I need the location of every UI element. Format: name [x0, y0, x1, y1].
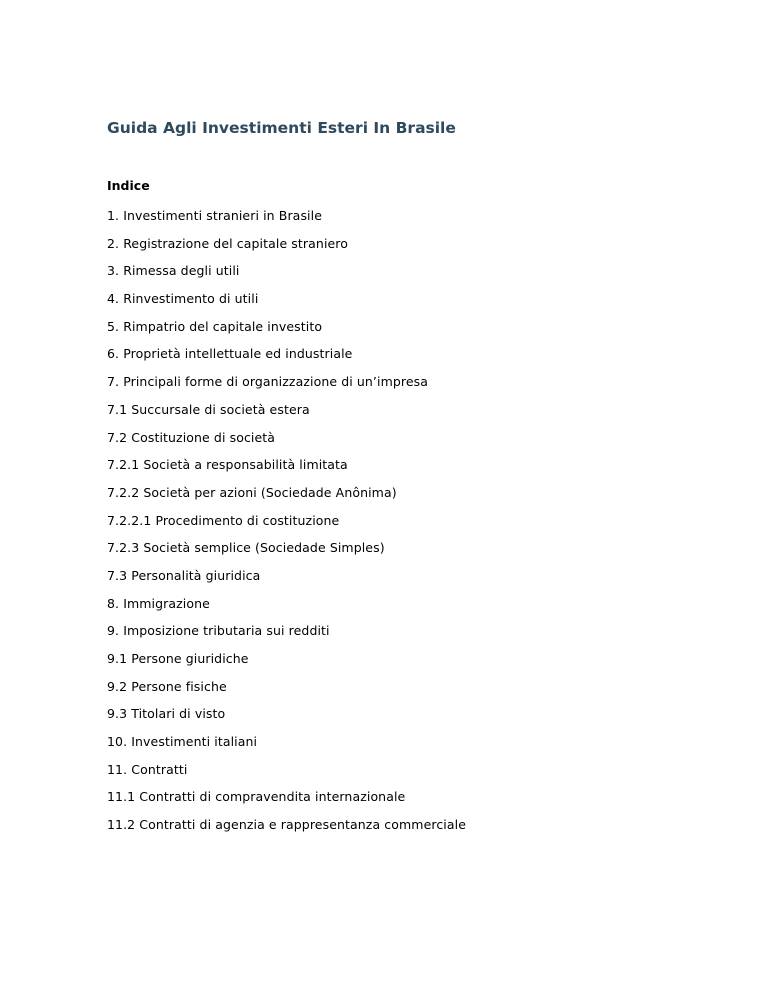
toc-item: 9.3 Titolari di visto: [107, 706, 226, 722]
toc-item: 7.2 Costituzione di società: [107, 429, 276, 445]
toc-item: 7. Principali forme di organizzazione di un’impresa: [107, 374, 429, 390]
toc-item: 11.2 Contratti di agenzia e rappresentanza commerciale: [107, 817, 466, 833]
toc-item: 7.2.3 Società semplice (Sociedade Simples): [107, 540, 385, 556]
toc-item: 4. Rinvestimento di utili: [107, 291, 259, 307]
page-title: Guida Agli Investimenti Esteri In Brasile: [107, 119, 456, 137]
toc-heading: Indice: [107, 178, 150, 193]
toc-item: 7.2.2.1 Procedimento di costituzione: [107, 512, 340, 528]
toc-item: 1. Investimenti stranieri in Brasile: [107, 208, 322, 223]
toc-item: 3. Rimessa degli utili: [107, 263, 240, 279]
toc-item: 11.1 Contratti di compravendita internazionale: [107, 789, 406, 805]
toc-item: 7.2.2 Società per azioni (Sociedade Anônima): [107, 484, 397, 500]
toc-item: 9.1 Persone giuridiche: [107, 651, 249, 666]
toc-item: 9.2 Persone fisiche: [107, 678, 227, 694]
toc-item: 7.3 Personalità giuridica: [107, 567, 261, 583]
toc-item: 10. Investimenti italiani: [107, 734, 258, 750]
toc-item: 9. Imposizione tributaria sui redditi: [107, 623, 330, 639]
toc-item: 7.1 Succursale di società estera: [107, 401, 310, 417]
toc-item: 8. Immigrazione: [107, 595, 210, 611]
toc-item: 7.2.1 Società a responsabilità limitata: [107, 457, 348, 473]
toc-item: 11. Contratti: [107, 761, 188, 777]
toc-item: 6. Proprietà intellettuale ed industriale: [107, 346, 353, 362]
table-of-contents: [107, 208, 466, 845]
toc-item: 2. Registrazione del capitale straniero: [107, 235, 349, 251]
toc-item: 5. Rimpatrio del capitale investito: [107, 318, 323, 334]
